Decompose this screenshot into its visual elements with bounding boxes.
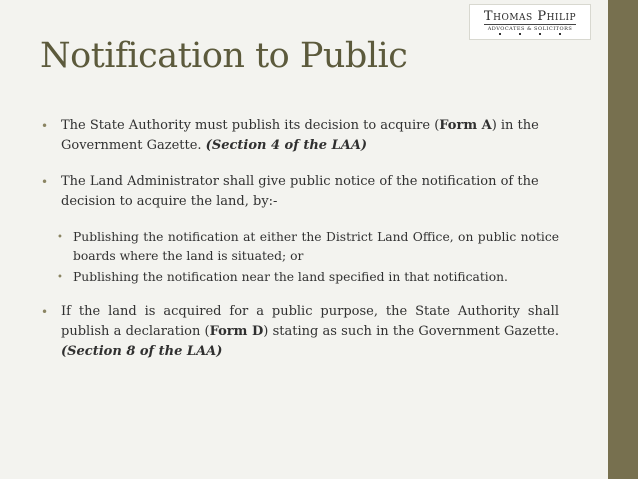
bullet-icon: • [41, 175, 49, 189]
slide-title: Notification to Public [40, 36, 408, 76]
logo-name: Thomas Philip [483, 9, 577, 24]
firm-logo [469, 4, 591, 40]
logo-dots [490, 33, 570, 35]
bullet-icon: • [57, 272, 63, 283]
bullet-public-notice: • The Land Administrator shall give public notice of the notification of the decision to acquire the land, by:- [41, 174, 539, 209]
sub-bullet-district-office: • Publishing the notification at either the District Land Office, on public notice boards where the land is situated; or [57, 230, 559, 263]
decorative-sidebar [608, 0, 638, 479]
bullet-icon: • [41, 305, 49, 319]
bullet-icon: • [57, 232, 63, 243]
sub-bullet-near-land: • Publishing the notification near the land specified in that notification. [57, 268, 559, 287]
bullet-form-d: • If the land is acquired for a public purpose, the State Authority shall publish a declaration (Form D) stating as such in the Government Gazette. (Section 8 of the LAA) [41, 304, 559, 359]
bullet-form-a: • The State Authority must publish its decision to acquire (Form A) in the Government Gazette. (Section 4 of the LAA) [41, 118, 539, 153]
slide-content [41, 116, 559, 362]
bullet-icon: • [41, 119, 49, 133]
sub-bullet-list [57, 228, 559, 287]
logo-subtitle: ADVOCATES & SOLICITORS [484, 24, 576, 32]
